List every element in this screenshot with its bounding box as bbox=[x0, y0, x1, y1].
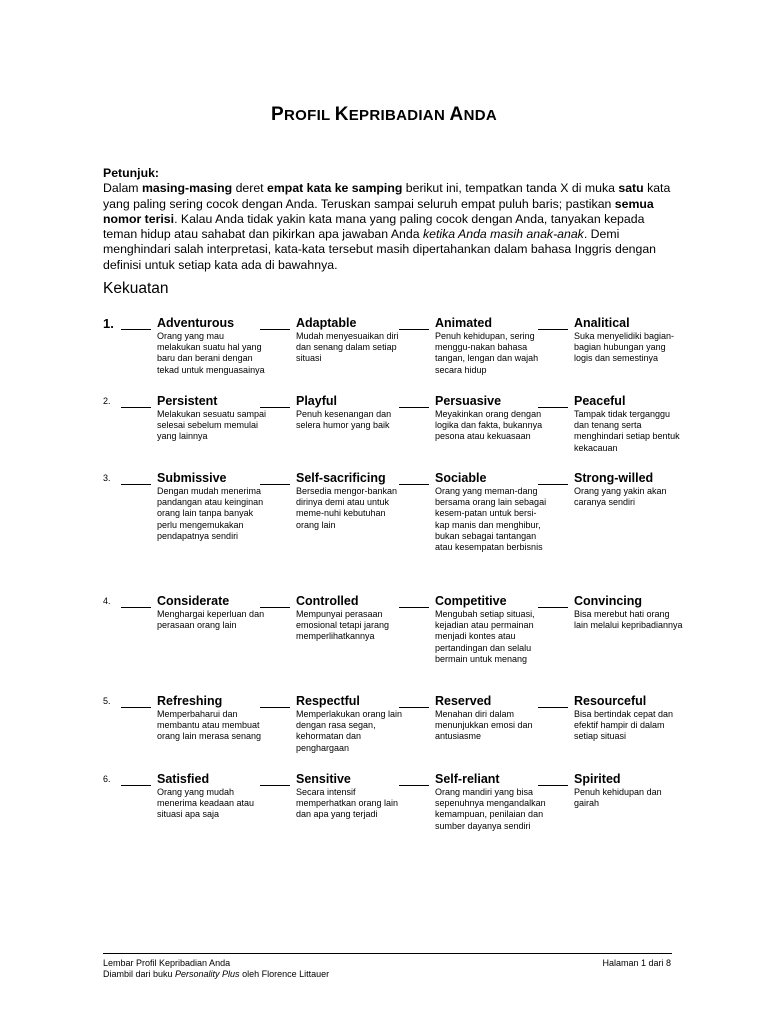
strength-word: Self-reliant bbox=[435, 772, 500, 786]
answer-blank[interactable] bbox=[260, 329, 290, 330]
answer-blank[interactable] bbox=[121, 707, 151, 708]
strength-word: Analitical bbox=[574, 316, 630, 330]
answer-blank[interactable] bbox=[538, 707, 568, 708]
strength-word: Respectful bbox=[296, 694, 360, 708]
strength-word: Animated bbox=[435, 316, 492, 330]
row-number: 2. bbox=[103, 396, 111, 406]
row-number: 1. bbox=[103, 316, 114, 331]
strength-word: Sensitive bbox=[296, 772, 351, 786]
answer-blank[interactable] bbox=[538, 484, 568, 485]
instructions: Petunjuk: Dalam masing-masing deret empat kata ke samping berikut ini, tempatkan tanda X di muka satu kata yang paling sering cocok dengan Anda. Teruskan sampai seluruh empat puluh baris; pastikan semua nomor terisi. Kalau Anda tidak yakin kata mana yang paling cocok dengan Anda, tanyakan kepada teman hidup atau sahabat dan pikirkan apa jawaban Anda ketika Anda masih anak-anak. Demi menghindari salah interpretasi, kata-kata tersebut masih dipertahankan dalam bahasa Inggris dengan definisi untuk setiap kata ada di bawahnya. bbox=[103, 166, 673, 273]
strength-word: Strong-willed bbox=[574, 471, 654, 485]
strength-word: Self-sacrificing bbox=[296, 471, 386, 485]
strength-definition: Mengubah setiap situasi, kejadian atau permainan menjadi kontes atau pertandingan dan selalu bermain untuk menang bbox=[435, 609, 535, 664]
strength-definition: Bisa bertindak cepat dan efektif hampir di dalam setiap situasi bbox=[574, 709, 674, 742]
answer-blank[interactable] bbox=[260, 607, 290, 608]
strength-definition: Orang yang mudah menerima keadaan atau situasi apa saja bbox=[157, 787, 255, 820]
row-number: 6. bbox=[103, 774, 111, 784]
row-number: 3. bbox=[103, 473, 111, 483]
strength-word: Spirited bbox=[574, 772, 621, 786]
answer-blank[interactable] bbox=[538, 785, 568, 786]
answer-blank[interactable] bbox=[260, 707, 290, 708]
strength-definition: Dengan mudah menerima pandangan atau keinginan orang lain tanpa banyak perlu mengemukakan pendapatnya sendiri bbox=[157, 486, 264, 541]
answer-blank[interactable] bbox=[121, 607, 151, 608]
instructions-heading: Petunjuk: bbox=[103, 166, 160, 180]
section-title: Kekuatan bbox=[103, 280, 169, 297]
answer-blank[interactable] bbox=[399, 484, 429, 485]
strength-word: Resourceful bbox=[574, 694, 647, 708]
answer-blank[interactable] bbox=[538, 329, 568, 330]
strength-word: Persistent bbox=[157, 394, 218, 408]
strength-definition: Orang yang mau melakukan suatu hal yang baru dan berani dengan tekad untuk menguasainya bbox=[157, 331, 265, 375]
answer-blank[interactable] bbox=[399, 785, 429, 786]
strength-definition: Meyakinkan orang dengan logika dan fakta, bukannya pesona atau kekuasaan bbox=[435, 409, 543, 442]
strength-definition: Secara intensif memperhatkan orang lain dan apa yang terjadi bbox=[296, 787, 399, 820]
strength-word: Refreshing bbox=[157, 694, 223, 708]
row-number: 4. bbox=[103, 596, 111, 606]
strength-definition: Memperlakukan orang lain dengan rasa segan, kehormatan dan penghargaan bbox=[296, 709, 403, 753]
strength-definition: Suka menyelidiki bagian-bagian hubungan yang logis dan semestinya bbox=[574, 331, 675, 364]
answer-blank[interactable] bbox=[121, 407, 151, 408]
strength-word: Convincing bbox=[574, 594, 643, 608]
strength-word: Sociable bbox=[435, 471, 487, 485]
footer-divider bbox=[103, 953, 672, 954]
answer-blank[interactable] bbox=[121, 329, 151, 330]
answer-blank[interactable] bbox=[121, 785, 151, 786]
footer-source: Lembar Profil Kepribadian Anda Diambil dari buku Personality Plus oleh Florence Littauer bbox=[103, 958, 330, 979]
strength-definition: Memperbaharui dan membantu atau membuat orang lain merasa senang bbox=[157, 709, 262, 742]
answer-blank[interactable] bbox=[260, 785, 290, 786]
answer-blank[interactable] bbox=[538, 407, 568, 408]
answer-blank[interactable] bbox=[538, 607, 568, 608]
strength-word: Controlled bbox=[296, 594, 359, 608]
row-number: 5. bbox=[103, 696, 111, 706]
strength-definition: Menahan diri dalam menunjukkan emosi dan antusiasme bbox=[435, 709, 533, 742]
strength-word: Adaptable bbox=[296, 316, 357, 330]
strength-word: Playful bbox=[296, 394, 337, 408]
strength-word: Satisfied bbox=[157, 772, 210, 786]
strength-definition: Tampak tidak terganggu dan tenang serta menghindari setiap bentuk kekacauan bbox=[574, 409, 680, 453]
strength-definition: Penuh kesenangan dan selera humor yang baik bbox=[296, 409, 392, 431]
strength-word: Peaceful bbox=[574, 394, 626, 408]
strength-definition: Mudah menyesuaikan diri dan senang dalam setiap situasi bbox=[296, 331, 399, 364]
answer-blank[interactable] bbox=[399, 607, 429, 608]
strength-definition: Mempunyai perasaan emosional tetapi jarang memperlihatkannya bbox=[296, 609, 390, 642]
strength-word: Competitive bbox=[435, 594, 507, 608]
strength-definition: Bisa merebut hati orang lain melalui kepribadiannya bbox=[574, 609, 683, 631]
answer-blank[interactable] bbox=[399, 329, 429, 330]
strength-definition: Penuh kehidupan dan gairah bbox=[574, 787, 662, 809]
strength-definition: Bersedia mengor-bankan dirinya demi atau untuk meme-nuhi kebutuhan orang lain bbox=[296, 486, 398, 530]
strength-word: Persuasive bbox=[435, 394, 502, 408]
strength-word: Adventurous bbox=[157, 316, 235, 330]
page-number: Halaman 1 dari 8 bbox=[602, 958, 671, 968]
answer-blank[interactable] bbox=[260, 484, 290, 485]
strength-word: Considerate bbox=[157, 594, 230, 608]
strength-word: Submissive bbox=[157, 471, 227, 485]
answer-blank[interactable] bbox=[399, 407, 429, 408]
strength-definition: Orang mandiri yang bisa sepenuhnya mengandalkan kemampuan, penilaian dan sumber dayanya sendiri bbox=[435, 787, 546, 831]
strength-definition: Orang yang meman-dang bersama orang lain sebagai kesem-patan untuk bersi-kap manis dan menghibur, bukan sebagai tantangan atau kesempatan berbisnis bbox=[435, 486, 547, 553]
answer-blank[interactable] bbox=[399, 707, 429, 708]
strength-definition: Orang yang yakin akan caranya sendiri bbox=[574, 486, 667, 508]
strength-definition: Menghargai keperluan dan perasaan orang lain bbox=[157, 609, 265, 631]
page-title: PROFIL KEPRIBADIAN ANDA bbox=[271, 104, 497, 125]
answer-blank[interactable] bbox=[121, 484, 151, 485]
answer-blank[interactable] bbox=[260, 407, 290, 408]
strength-definition: Penuh kehidupan, sering menggu-nakan bahasa tangan, lengan dan wajah secara hidup bbox=[435, 331, 539, 375]
strength-word: Reserved bbox=[435, 694, 492, 708]
strength-definition: Melakukan sesuatu sampai selesai sebelum memulai yang lainnya bbox=[157, 409, 267, 442]
